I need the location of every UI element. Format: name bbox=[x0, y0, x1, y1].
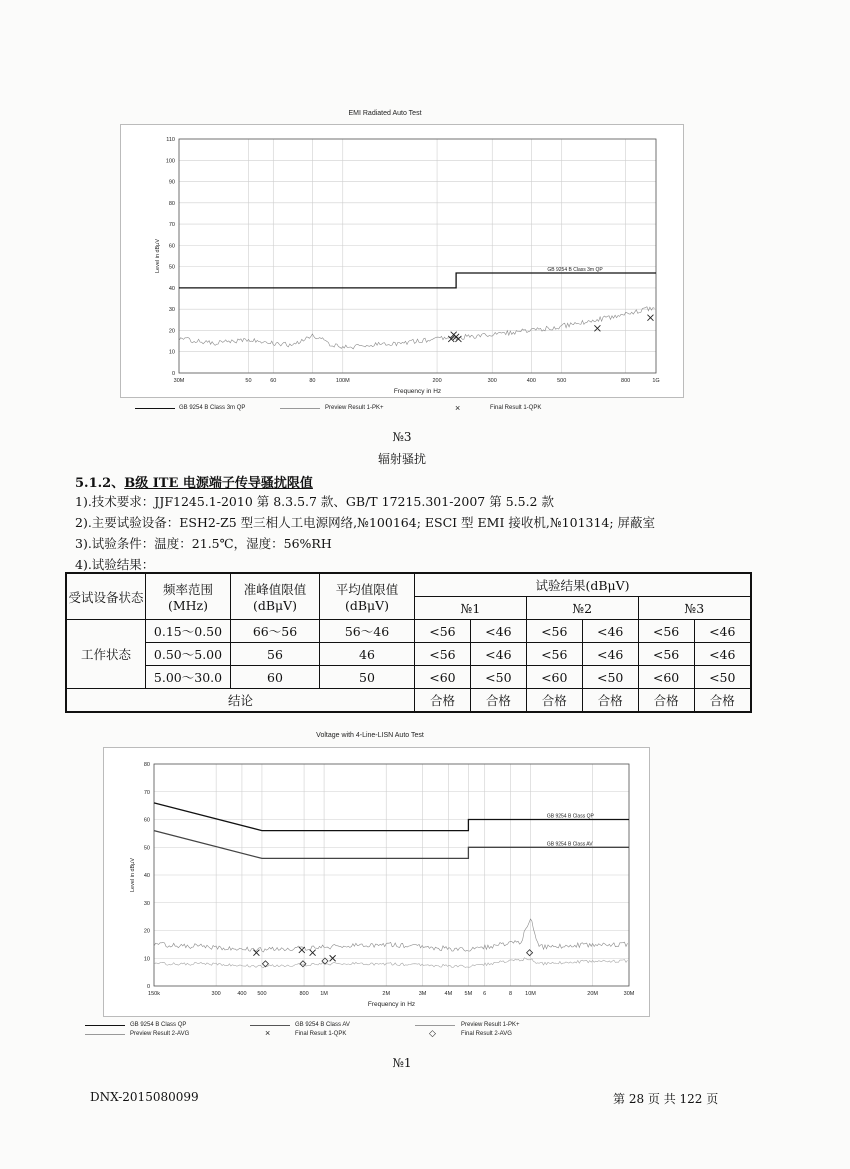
x-tick-label: 500 bbox=[557, 378, 567, 384]
x-axis-label: Frequency in Hz bbox=[393, 388, 442, 395]
limit-line-label: GB 9254 B Class QP bbox=[546, 813, 594, 820]
cell-result: <60 bbox=[415, 666, 471, 689]
x-tick-label: 6 bbox=[483, 991, 487, 997]
y-tick-label: 20 bbox=[143, 928, 150, 935]
chart2-legend-final-avg: Final Result 2-AVG bbox=[461, 1031, 512, 1037]
chart1-legend-final: Final Result 1-QPK bbox=[490, 405, 542, 411]
chart2-legend-pre-avg: Preview Result 2-AVG bbox=[130, 1031, 190, 1037]
chart2-legend-qpk-marker: × bbox=[265, 1028, 271, 1038]
chart1-legend bbox=[135, 405, 695, 417]
y-tick-label: 50 bbox=[143, 845, 150, 852]
final-qpk-marker bbox=[647, 315, 653, 321]
final-qpk-marker bbox=[310, 950, 316, 956]
cell-conclusion: 合格 bbox=[638, 689, 694, 713]
y-axis-label: Level in dBµV bbox=[155, 238, 161, 274]
y-tick-label: 100 bbox=[165, 158, 175, 165]
y-tick-label: 10 bbox=[168, 349, 175, 356]
chart2-legend-av: GB 9254 B Class AV bbox=[295, 1022, 350, 1028]
cell-conclusion: 合格 bbox=[470, 689, 526, 713]
para-results: 4).试验结果： bbox=[75, 557, 155, 572]
x-tick-label: 20M bbox=[587, 991, 599, 997]
chart1-legend-preview: Preview Result 1-PK+ bbox=[325, 405, 384, 411]
cell-result: <50 bbox=[694, 666, 751, 689]
cell-result: <56 bbox=[638, 620, 694, 643]
cell-result: <46 bbox=[582, 620, 638, 643]
chart1-legend-limit: GB 9254 B Class 3m QP bbox=[179, 405, 246, 411]
x-tick-label: 150k bbox=[148, 991, 160, 997]
x-tick-label: 30M bbox=[173, 378, 185, 384]
preview-pk-trace bbox=[179, 307, 655, 349]
section-heading bbox=[75, 472, 313, 491]
cell-av-limit: 50 bbox=[320, 666, 415, 689]
y-tick-label: 40 bbox=[143, 873, 150, 879]
cell-result: <46 bbox=[582, 643, 638, 666]
x-tick-label: 200 bbox=[432, 378, 442, 384]
cell-freq: 0.15～0.50 bbox=[146, 620, 231, 643]
chart2-legend-pre-pk: Preview Result 1-PK+ bbox=[461, 1022, 520, 1028]
th-qp: 准峰值限值(dBμV) bbox=[231, 573, 320, 620]
y-tick-label: 30 bbox=[143, 900, 150, 907]
y-tick-label: 70 bbox=[143, 789, 150, 796]
chart2-plot bbox=[104, 748, 649, 1016]
y-tick-label: 10 bbox=[143, 956, 150, 963]
cell-result: <60 bbox=[638, 666, 694, 689]
x-tick-label: 80 bbox=[309, 378, 316, 384]
cell-result: <56 bbox=[526, 620, 582, 643]
final-avg-marker bbox=[527, 950, 533, 956]
th-results: 试验结果(dBμV) bbox=[415, 573, 752, 597]
chart2-title: Voltage with 4-Line-LISN Auto Test bbox=[316, 732, 424, 739]
cell-result: <46 bbox=[470, 620, 526, 643]
x-tick-label: 2M bbox=[382, 991, 391, 997]
cell-result: <46 bbox=[694, 620, 751, 643]
results-table bbox=[65, 572, 752, 713]
x-tick-label: 4M bbox=[444, 991, 453, 997]
limit-line bbox=[179, 273, 656, 288]
th-sample-2: №2 bbox=[526, 597, 638, 620]
cell-av-limit: 46 bbox=[320, 643, 415, 666]
x-tick-label: 50 bbox=[245, 378, 252, 384]
y-tick-label: 0 bbox=[171, 371, 175, 377]
cell-result: <46 bbox=[470, 643, 526, 666]
x-tick-label: 400 bbox=[237, 991, 247, 997]
cell-qp-limit: 66～56 bbox=[231, 620, 320, 643]
y-tick-label: 60 bbox=[168, 243, 175, 250]
chart1-plot bbox=[121, 125, 683, 397]
x-tick-label: 30M bbox=[623, 991, 635, 997]
chart2-frame bbox=[103, 747, 650, 1017]
cell-result: <56 bbox=[638, 643, 694, 666]
y-tick-label: 110 bbox=[166, 137, 175, 143]
y-tick-label: 70 bbox=[168, 222, 175, 229]
x-tick-label: 1G bbox=[652, 378, 660, 384]
cell-conclusion: 合格 bbox=[526, 689, 582, 713]
cell-result: <46 bbox=[694, 643, 751, 666]
x-tick-label: 800 bbox=[621, 378, 631, 384]
y-tick-label: 60 bbox=[143, 817, 150, 824]
figure3-number: №3 bbox=[392, 430, 412, 444]
x-tick-label: 800 bbox=[299, 991, 309, 997]
x-tick-label: 8 bbox=[508, 991, 513, 997]
chart2-legend-avg-marker: ◇ bbox=[429, 1028, 436, 1038]
chart1-legend-final-marker: × bbox=[455, 403, 461, 413]
th-sample-3: №3 bbox=[638, 597, 751, 620]
cell-freq: 5.00～30.0 bbox=[146, 666, 231, 689]
x-tick-label: 60 bbox=[270, 378, 277, 384]
cell-result: <60 bbox=[526, 666, 582, 689]
cell-result: <50 bbox=[582, 666, 638, 689]
x-tick-label: 400 bbox=[526, 378, 536, 384]
x-tick-label: 300 bbox=[487, 378, 497, 384]
y-tick-label: 40 bbox=[168, 285, 175, 292]
limit-line-label: GB 9254 B Class AV bbox=[546, 841, 593, 848]
cell-qp-limit: 60 bbox=[231, 666, 320, 689]
y-axis-label: Level in dBµV bbox=[130, 857, 136, 893]
cell-av-limit: 56～46 bbox=[320, 620, 415, 643]
cell-conclusion: 合格 bbox=[694, 689, 751, 713]
cell-result: <56 bbox=[415, 620, 471, 643]
cell-result: <50 bbox=[470, 666, 526, 689]
th-state: 受试设备状态 bbox=[66, 573, 146, 620]
para-equipment: 2).主要试验设备：ESH2-Z5 型三相人工电源网络,№100164; ESCI 型 EMI 接收机,№101314; 屏蔽室 bbox=[75, 515, 656, 530]
x-tick-label: 3M bbox=[418, 991, 427, 997]
cell-conclusion: 合格 bbox=[415, 689, 471, 713]
cell-result: <56 bbox=[415, 643, 471, 666]
section-number: 5.1.2、 bbox=[75, 476, 125, 491]
cell-result: <56 bbox=[526, 643, 582, 666]
footer-page-number: 第 28 页 共 122 页 bbox=[613, 1092, 719, 1106]
chart2-legend-qpk: Final Result 1-QPK bbox=[295, 1031, 347, 1037]
chart2-legend bbox=[85, 1022, 685, 1042]
chart1-title: EMI Radiated Auto Test bbox=[348, 110, 422, 117]
cell-state: 工作状态 bbox=[66, 620, 146, 689]
para-conditions: 3).试验条件：温度：21.5℃，湿度：56%RH bbox=[75, 536, 332, 551]
y-tick-label: 50 bbox=[168, 264, 175, 271]
chart2-legend-qp: GB 9254 B Class QP bbox=[130, 1022, 187, 1028]
cell-qp-limit: 56 bbox=[231, 643, 320, 666]
figure3-caption: 辐射骚扰 bbox=[377, 452, 426, 466]
x-tick-label: 1M bbox=[320, 991, 328, 997]
chart1-frame bbox=[120, 124, 684, 398]
cell-conclusion-label: 结论 bbox=[66, 689, 415, 713]
cell-freq: 0.50～5.00 bbox=[146, 643, 231, 666]
figure1-number: №1 bbox=[392, 1056, 412, 1070]
y-tick-label: 30 bbox=[168, 307, 175, 314]
plot-border bbox=[179, 139, 656, 373]
x-axis-label: Frequency in Hz bbox=[367, 1001, 416, 1008]
para-requirement: 1).技术要求：JJF1245.1-2010 第 8.3.5.7 款、GB/T 17215.301-2007 第 5.5.2 款 bbox=[75, 494, 554, 509]
x-tick-label: 10M bbox=[525, 991, 536, 997]
x-tick-label: 100M bbox=[335, 378, 350, 384]
y-tick-label: 20 bbox=[168, 328, 175, 335]
th-freq: 频率范围(MHz) bbox=[146, 573, 231, 620]
limit-line-label: GB 9254 B Class 3m QP bbox=[547, 267, 603, 274]
x-tick-label: 5M bbox=[464, 991, 473, 997]
x-tick-label: 300 bbox=[211, 991, 221, 997]
cell-conclusion: 合格 bbox=[582, 689, 638, 713]
preview-pk-trace bbox=[154, 919, 628, 952]
y-tick-label: 90 bbox=[168, 179, 175, 186]
th-sample-1: №1 bbox=[415, 597, 527, 620]
x-tick-label: 500 bbox=[257, 991, 267, 997]
y-tick-label: 0 bbox=[146, 984, 150, 990]
section-title: B级 ITE 电源端子传导骚扰限值 bbox=[124, 476, 313, 491]
footer-report-id: DNX-2015080099 bbox=[90, 1090, 199, 1104]
th-av: 平均值限值(dBμV) bbox=[320, 573, 415, 620]
preview-avg-trace bbox=[154, 958, 628, 968]
y-tick-label: 80 bbox=[168, 200, 175, 207]
y-tick-label: 80 bbox=[143, 762, 150, 768]
